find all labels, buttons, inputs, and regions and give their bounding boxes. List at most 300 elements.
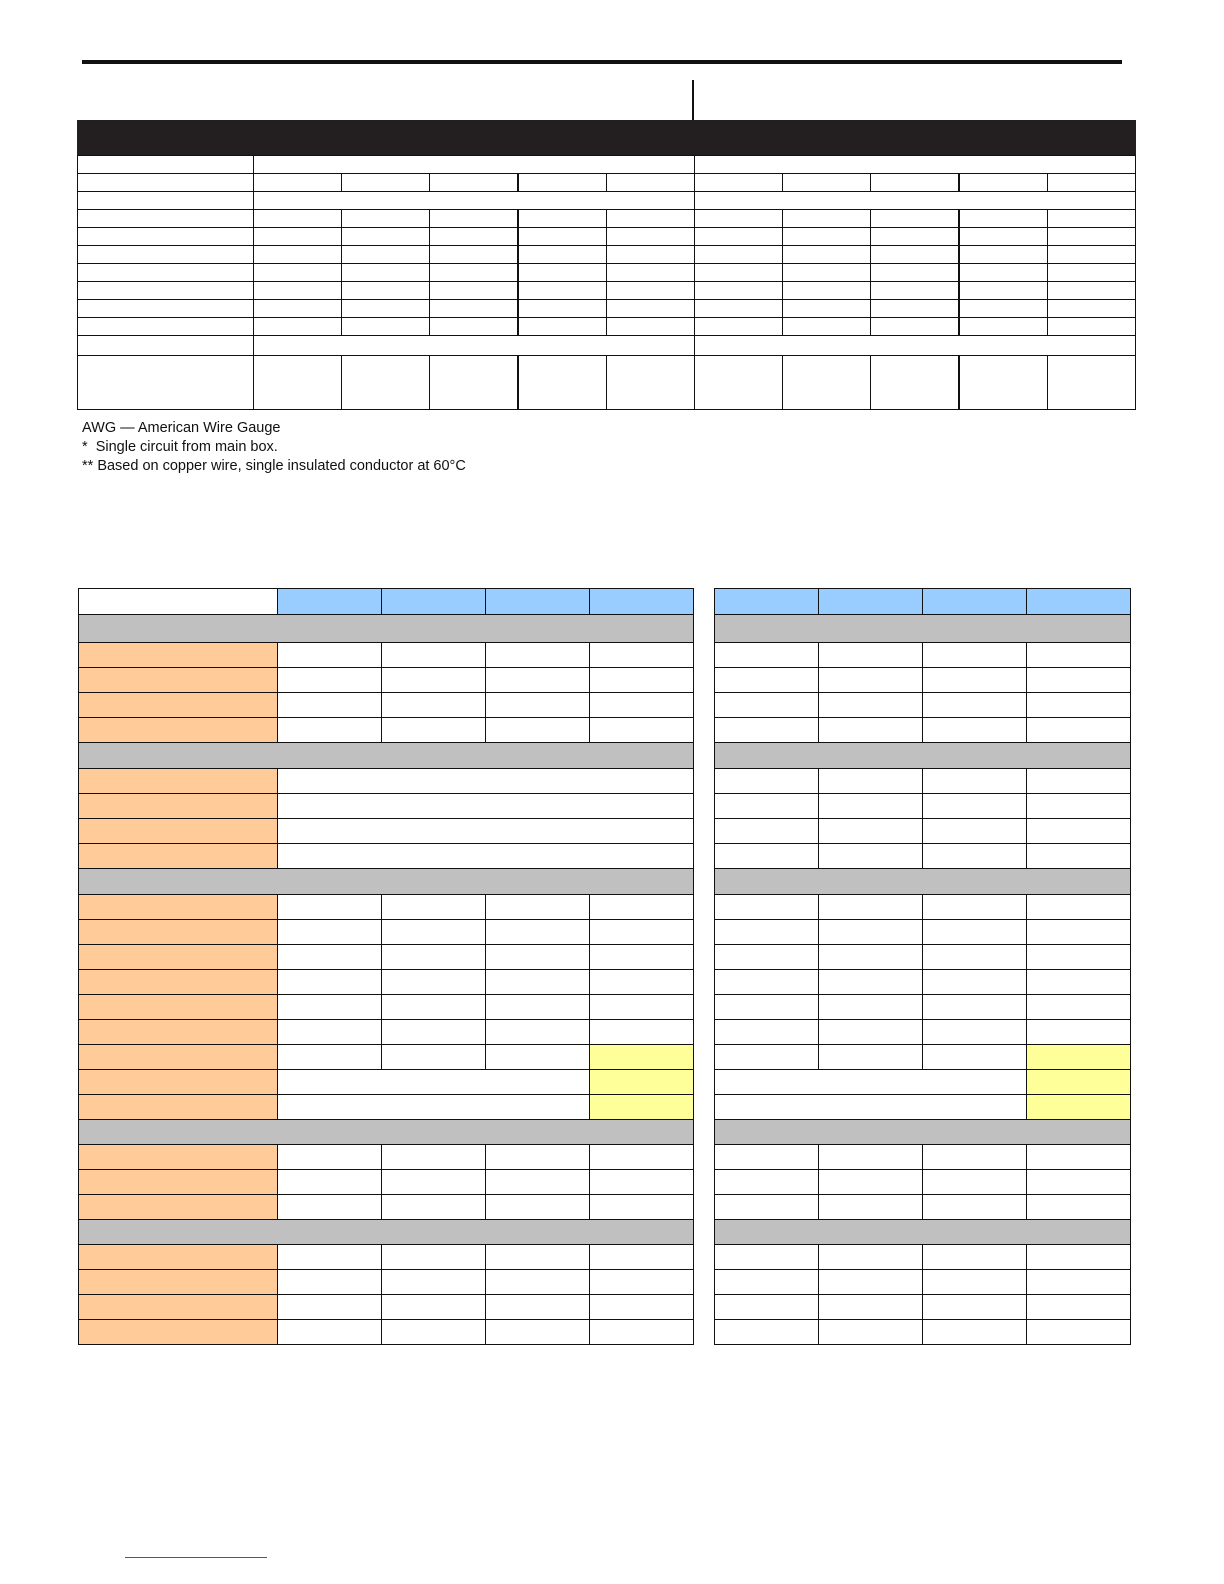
value-cell xyxy=(714,1319,819,1345)
table-cell xyxy=(694,299,783,318)
value-cell xyxy=(589,1269,694,1295)
table-cell xyxy=(253,227,342,246)
value-cell xyxy=(1026,793,1131,819)
table-row-label xyxy=(77,227,254,246)
table-cell xyxy=(518,173,607,192)
value-cell xyxy=(922,768,1027,794)
value-cell xyxy=(1026,969,1131,995)
value-cell xyxy=(277,1319,382,1345)
value-cell xyxy=(818,692,923,718)
value-cell xyxy=(381,1169,486,1195)
value-cell xyxy=(818,894,923,920)
value-cell xyxy=(714,919,819,945)
table-cell xyxy=(341,299,430,318)
table-cell xyxy=(1047,299,1136,318)
table-cell xyxy=(1047,227,1136,246)
table-cell xyxy=(1047,173,1136,192)
model-header-cell xyxy=(922,588,1027,615)
highlighted-value-cell xyxy=(589,1069,694,1095)
value-cell xyxy=(1026,1194,1131,1220)
value-cell xyxy=(1026,692,1131,718)
value-cell xyxy=(714,768,819,794)
table-cell xyxy=(429,299,518,318)
header-divider xyxy=(692,80,694,120)
table-cell xyxy=(429,355,518,410)
value-cell xyxy=(485,1319,590,1345)
table-cell xyxy=(429,281,518,300)
table-row-label xyxy=(77,263,254,282)
value-cell xyxy=(485,692,590,718)
table-cell xyxy=(1047,281,1136,300)
table-cell xyxy=(341,317,430,336)
table-cell xyxy=(253,245,342,264)
value-cell xyxy=(1026,1019,1131,1045)
table-cell xyxy=(1047,355,1136,410)
value-cell xyxy=(714,1019,819,1045)
model-header-cell xyxy=(589,588,694,615)
value-cell xyxy=(714,818,819,844)
row-label-cell xyxy=(78,1144,278,1170)
value-cell xyxy=(589,1169,694,1195)
section-header-row xyxy=(714,1219,1131,1245)
table-cell xyxy=(429,173,518,192)
table-merged-cell xyxy=(253,335,695,356)
section-header-row xyxy=(78,1119,694,1145)
table-cell xyxy=(253,263,342,282)
value-cell xyxy=(381,717,486,743)
value-cell xyxy=(485,1144,590,1170)
row-label-cell xyxy=(78,1044,278,1070)
value-cell xyxy=(277,994,382,1020)
table-cell xyxy=(606,317,695,336)
merged-value-cell xyxy=(277,1094,590,1120)
table-cell xyxy=(606,281,695,300)
table-cell xyxy=(1047,245,1136,264)
section-header-row xyxy=(714,1119,1131,1145)
value-cell xyxy=(1026,843,1131,869)
value-cell xyxy=(277,969,382,995)
value-cell xyxy=(714,667,819,693)
note-single-circuit: * Single circuit from main box. xyxy=(82,439,278,455)
table-cell xyxy=(870,173,959,192)
table-cell xyxy=(694,317,783,336)
value-cell xyxy=(381,944,486,970)
value-cell xyxy=(922,1144,1027,1170)
table-cell xyxy=(606,173,695,192)
value-cell xyxy=(485,1169,590,1195)
section-header-row xyxy=(714,614,1131,643)
value-cell xyxy=(818,793,923,819)
value-cell xyxy=(818,1169,923,1195)
table-cell xyxy=(694,245,783,264)
highlighted-value-cell xyxy=(589,1094,694,1120)
table-cell xyxy=(782,173,871,192)
section-header-row xyxy=(714,742,1131,769)
table-cell xyxy=(870,299,959,318)
table-cell xyxy=(959,281,1048,300)
table-cell xyxy=(694,209,783,228)
table-cell xyxy=(518,299,607,318)
table-row-label xyxy=(77,281,254,300)
table-cell xyxy=(518,317,607,336)
table-cell xyxy=(429,209,518,228)
value-cell xyxy=(381,919,486,945)
table-cell xyxy=(606,227,695,246)
row-label-cell xyxy=(78,1269,278,1295)
model-header-cell xyxy=(277,588,382,615)
merged-value-cell xyxy=(714,1094,1027,1120)
value-cell xyxy=(714,642,819,668)
value-cell xyxy=(922,969,1027,995)
value-cell xyxy=(818,717,923,743)
value-cell xyxy=(589,1319,694,1345)
table-row-label xyxy=(77,209,254,228)
value-cell xyxy=(714,1269,819,1295)
value-cell xyxy=(589,894,694,920)
value-cell xyxy=(714,994,819,1020)
value-cell xyxy=(922,1169,1027,1195)
table-cell xyxy=(1047,209,1136,228)
value-cell xyxy=(485,1019,590,1045)
section-header-row xyxy=(78,868,694,895)
value-cell xyxy=(714,894,819,920)
table-cell xyxy=(606,263,695,282)
value-cell xyxy=(277,717,382,743)
model-header-cell xyxy=(485,588,590,615)
value-cell xyxy=(1026,1269,1131,1295)
table-cell xyxy=(606,299,695,318)
value-cell xyxy=(589,944,694,970)
value-cell xyxy=(381,1044,486,1070)
row-label-cell xyxy=(78,818,278,844)
value-cell xyxy=(1026,894,1131,920)
model-header-cell xyxy=(818,588,923,615)
value-cell xyxy=(922,1019,1027,1045)
value-cell xyxy=(714,1194,819,1220)
table-merged-cell xyxy=(694,155,1136,174)
table-cell xyxy=(870,355,959,410)
value-cell xyxy=(922,894,1027,920)
value-cell xyxy=(922,1244,1027,1270)
value-cell xyxy=(922,1044,1027,1070)
table-row-label xyxy=(77,173,254,192)
value-cell xyxy=(485,1044,590,1070)
row-label-cell xyxy=(78,1244,278,1270)
value-cell xyxy=(485,944,590,970)
table-row-label xyxy=(77,245,254,264)
value-cell xyxy=(277,919,382,945)
value-cell xyxy=(277,1044,382,1070)
value-cell xyxy=(381,1269,486,1295)
merged-value-cell xyxy=(277,1069,590,1095)
row-label-cell xyxy=(78,969,278,995)
value-cell xyxy=(485,1194,590,1220)
value-cell xyxy=(922,1294,1027,1320)
value-cell xyxy=(589,969,694,995)
value-cell xyxy=(818,642,923,668)
value-cell xyxy=(589,1144,694,1170)
value-cell xyxy=(277,1144,382,1170)
value-cell xyxy=(1026,1144,1131,1170)
section-header-row xyxy=(78,614,694,643)
value-cell xyxy=(818,1319,923,1345)
row-label-cell xyxy=(78,843,278,869)
value-cell xyxy=(922,717,1027,743)
table-cell xyxy=(606,209,695,228)
corner-cell xyxy=(78,588,278,615)
value-cell xyxy=(1026,818,1131,844)
table-cell xyxy=(341,227,430,246)
value-cell xyxy=(381,894,486,920)
value-cell xyxy=(818,919,923,945)
value-cell xyxy=(277,1169,382,1195)
spec-table-right xyxy=(714,588,1132,1340)
table-cell xyxy=(341,209,430,228)
value-cell xyxy=(1026,994,1131,1020)
value-cell xyxy=(381,1019,486,1045)
table-cell xyxy=(782,245,871,264)
value-cell xyxy=(818,944,923,970)
table-cell xyxy=(959,263,1048,282)
value-cell xyxy=(381,969,486,995)
note-copper-wire: ** Based on copper wire, single insulated conductor at 60°C xyxy=(82,458,466,474)
value-cell xyxy=(485,642,590,668)
table-cell xyxy=(959,299,1048,318)
table-cell xyxy=(782,299,871,318)
table-cell xyxy=(870,209,959,228)
table-cell xyxy=(782,227,871,246)
row-label-cell xyxy=(78,944,278,970)
merged-value-cell xyxy=(714,1069,1027,1095)
table-cell xyxy=(959,227,1048,246)
value-cell xyxy=(277,944,382,970)
table-cell xyxy=(782,281,871,300)
value-cell xyxy=(485,994,590,1020)
value-cell xyxy=(381,1319,486,1345)
value-cell xyxy=(818,1194,923,1220)
value-cell xyxy=(277,1019,382,1045)
value-cell xyxy=(485,1294,590,1320)
table-cell xyxy=(782,209,871,228)
value-cell xyxy=(818,1044,923,1070)
highlighted-value-cell xyxy=(1026,1094,1131,1120)
table-cell xyxy=(429,245,518,264)
row-label-cell xyxy=(78,1319,278,1345)
section-header-row xyxy=(78,1219,694,1245)
value-cell xyxy=(485,969,590,995)
value-cell xyxy=(589,642,694,668)
value-cell xyxy=(589,1019,694,1045)
table-cell xyxy=(1047,263,1136,282)
highlighted-value-cell xyxy=(589,1044,694,1070)
value-cell xyxy=(714,1169,819,1195)
table-cell xyxy=(429,227,518,246)
value-cell xyxy=(589,667,694,693)
value-cell xyxy=(922,944,1027,970)
row-label-cell xyxy=(78,667,278,693)
section-header-row xyxy=(78,742,694,769)
value-cell xyxy=(714,717,819,743)
table-cell xyxy=(253,173,342,192)
table-cell xyxy=(341,245,430,264)
value-cell xyxy=(485,1244,590,1270)
table-row-label xyxy=(77,335,254,356)
row-label-cell xyxy=(78,768,278,794)
table-cell xyxy=(782,317,871,336)
table-cell xyxy=(694,173,783,192)
value-cell xyxy=(922,843,1027,869)
value-cell xyxy=(277,667,382,693)
merged-value-cell xyxy=(277,818,694,844)
value-cell xyxy=(818,768,923,794)
value-cell xyxy=(714,1244,819,1270)
table-cell xyxy=(606,355,695,410)
table-grid xyxy=(77,155,1136,411)
table-header-bar xyxy=(77,120,1136,155)
row-label-cell xyxy=(78,642,278,668)
value-cell xyxy=(589,919,694,945)
table-cell xyxy=(694,281,783,300)
table-cell xyxy=(959,173,1048,192)
value-cell xyxy=(818,1294,923,1320)
value-cell xyxy=(381,667,486,693)
table-cell xyxy=(782,263,871,282)
value-cell xyxy=(277,692,382,718)
electrical-data-table xyxy=(77,120,1136,411)
table-cell xyxy=(253,209,342,228)
value-cell xyxy=(714,1144,819,1170)
table-cell xyxy=(694,263,783,282)
table-merged-cell xyxy=(694,335,1136,356)
value-cell xyxy=(1026,1319,1131,1345)
value-cell xyxy=(277,1269,382,1295)
table-cell xyxy=(341,281,430,300)
row-label-cell xyxy=(78,692,278,718)
row-label-cell xyxy=(78,894,278,920)
value-cell xyxy=(277,1244,382,1270)
value-cell xyxy=(1026,717,1131,743)
table-row-label xyxy=(77,191,254,210)
merged-value-cell xyxy=(277,793,694,819)
table-merged-cell xyxy=(253,191,695,210)
value-cell xyxy=(381,1294,486,1320)
table-cell xyxy=(429,263,518,282)
table-cell xyxy=(1047,317,1136,336)
row-label-cell xyxy=(78,1019,278,1045)
value-cell xyxy=(714,793,819,819)
table-cell xyxy=(518,263,607,282)
table-cell xyxy=(518,355,607,410)
model-header-cell xyxy=(1026,588,1131,615)
value-cell xyxy=(589,1294,694,1320)
section-header-row xyxy=(714,868,1131,895)
value-cell xyxy=(485,919,590,945)
table-cell xyxy=(253,299,342,318)
value-cell xyxy=(485,1269,590,1295)
table-cell xyxy=(518,227,607,246)
value-cell xyxy=(818,843,923,869)
table-cell xyxy=(253,355,342,410)
table-cell xyxy=(870,317,959,336)
row-label-cell xyxy=(78,919,278,945)
value-cell xyxy=(277,642,382,668)
value-cell xyxy=(922,1319,1027,1345)
row-label-cell xyxy=(78,1169,278,1195)
footer-link[interactable] xyxy=(125,1557,267,1558)
value-cell xyxy=(922,818,1027,844)
row-label-cell xyxy=(78,1294,278,1320)
row-label-cell xyxy=(78,1094,278,1120)
value-cell xyxy=(818,994,923,1020)
value-cell xyxy=(381,1244,486,1270)
table-cell xyxy=(341,173,430,192)
value-cell xyxy=(818,1244,923,1270)
value-cell xyxy=(589,717,694,743)
value-cell xyxy=(1026,944,1131,970)
value-cell xyxy=(1026,642,1131,668)
value-cell xyxy=(818,667,923,693)
value-cell xyxy=(381,1144,486,1170)
spec-table-left xyxy=(78,588,696,1340)
row-label-cell xyxy=(78,1069,278,1095)
table-cell xyxy=(694,227,783,246)
table-cell xyxy=(253,281,342,300)
table-cell xyxy=(870,227,959,246)
table-merged-cell xyxy=(694,191,1136,210)
row-label-cell xyxy=(78,994,278,1020)
value-cell xyxy=(1026,768,1131,794)
table-cell xyxy=(253,317,342,336)
value-cell xyxy=(1026,1169,1131,1195)
model-header-cell xyxy=(714,588,819,615)
table-row-label xyxy=(77,299,254,318)
value-cell xyxy=(1026,1244,1131,1270)
value-cell xyxy=(922,642,1027,668)
value-cell xyxy=(922,793,1027,819)
table-cell xyxy=(518,281,607,300)
table-cell xyxy=(341,355,430,410)
value-cell xyxy=(922,1194,1027,1220)
table-cell xyxy=(959,209,1048,228)
value-cell xyxy=(818,969,923,995)
value-cell xyxy=(714,1044,819,1070)
table-cell xyxy=(870,245,959,264)
highlighted-value-cell xyxy=(1026,1044,1131,1070)
value-cell xyxy=(714,692,819,718)
value-cell xyxy=(589,1194,694,1220)
value-cell xyxy=(1026,667,1131,693)
table-cell xyxy=(959,355,1048,410)
note-awg: AWG — American Wire Gauge xyxy=(82,420,281,436)
table-cell xyxy=(694,355,783,410)
table-cell xyxy=(959,245,1048,264)
table-cell xyxy=(959,317,1048,336)
merged-value-cell xyxy=(277,843,694,869)
model-header-cell xyxy=(381,588,486,615)
value-cell xyxy=(381,1194,486,1220)
value-cell xyxy=(922,692,1027,718)
value-cell xyxy=(381,994,486,1020)
value-cell xyxy=(922,1269,1027,1295)
value-cell xyxy=(277,1194,382,1220)
value-cell xyxy=(381,642,486,668)
value-cell xyxy=(714,843,819,869)
table-cell xyxy=(606,245,695,264)
value-cell xyxy=(1026,919,1131,945)
value-cell xyxy=(485,717,590,743)
row-label-cell xyxy=(78,717,278,743)
value-cell xyxy=(589,1244,694,1270)
